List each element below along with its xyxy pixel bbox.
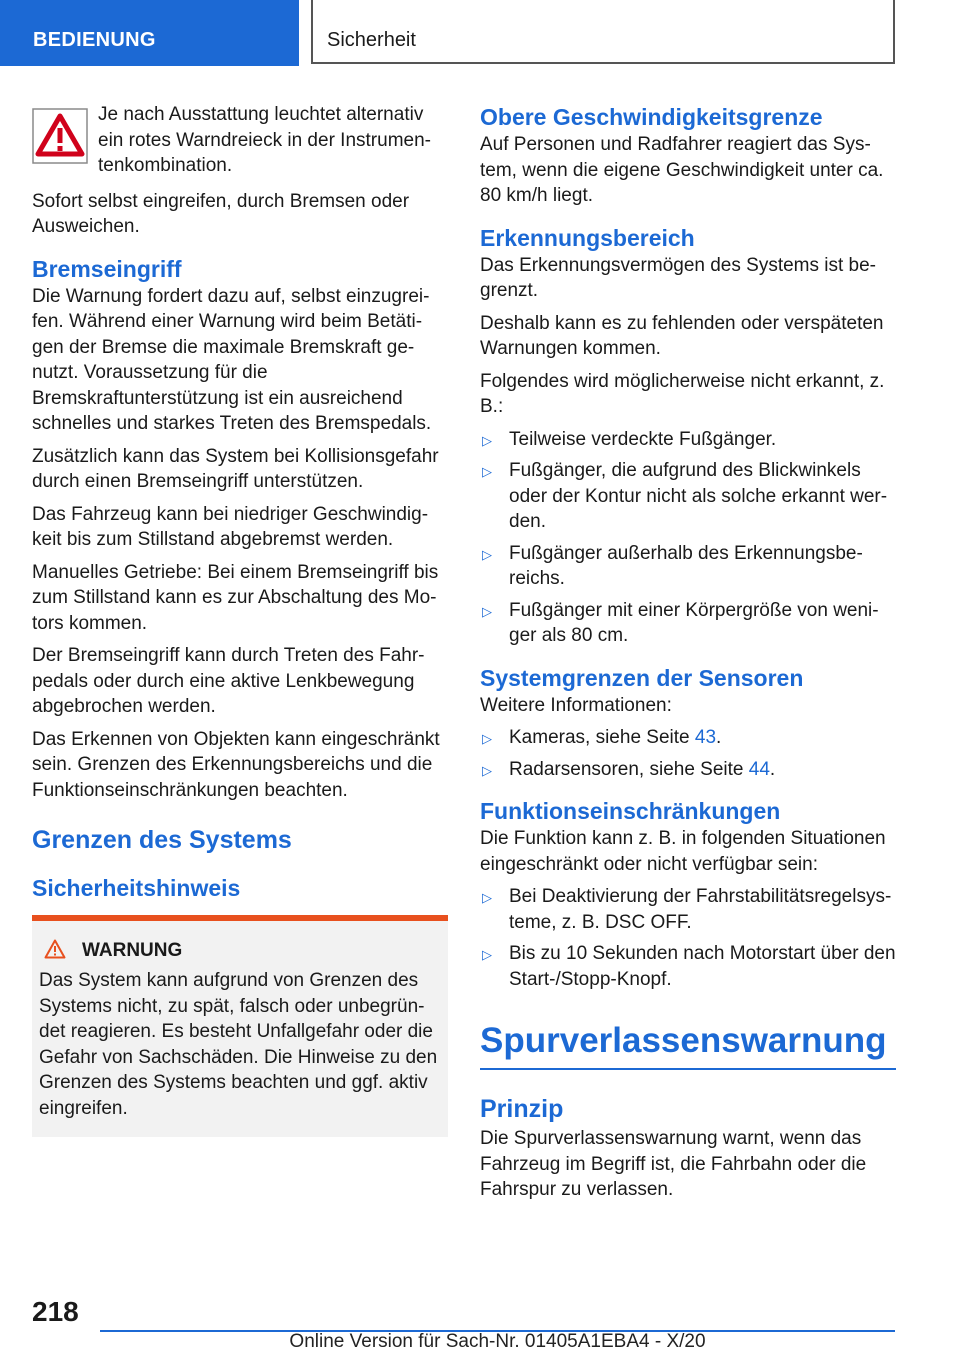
paragraph: Weitere Informationen: <box>480 694 672 716</box>
paragraph: Folgendes wird möglicherweise nicht erkannt, z. B.: <box>480 370 885 417</box>
chapter-heading-rule <box>480 1018 896 1070</box>
list-item-text: Fußgänger mit einer Körpergröße von weni-ger als 80 cm. <box>509 599 879 646</box>
heading-funktionseinschraenkungen: Funktionseinschränkungen <box>480 798 781 824</box>
bullet-triangle-icon: ▷ <box>482 947 492 962</box>
list-item: ▷ Kameras, siehe Seite 43. <box>480 725 896 751</box>
heading-spurverlassenswarnung: Spurverlassenswarnung <box>480 1021 887 1060</box>
footer-text: Online Version für Sach-Nr. 01405A1EBA4 - X/20 <box>289 1331 706 1352</box>
right-column <box>480 102 896 1210</box>
paragraph: Die Spurverlassenswarnung warnt, wenn das Fahrzeug im Begriff ist, die Fahrbahn oder die Fahrspur zu verlassen. <box>480 1128 867 1200</box>
warning-triangle-icon <box>32 108 88 164</box>
list-item <box>480 941 896 992</box>
heading-erkennungsbereich: Erkennungsbereich <box>480 224 695 251</box>
list-item <box>480 541 896 592</box>
left-column <box>32 102 448 1137</box>
heading-systemgrenzen-sensoren: Systemgrenzen der Sensoren <box>480 664 804 691</box>
page-link-43[interactable]: 43 <box>694 727 717 748</box>
page-header <box>0 0 960 66</box>
bullet-triangle-icon: ▷ <box>482 603 492 619</box>
paragraph: Das Fahrzeug kann bei niedriger Geschwindig-keit bis zum Stillstand abgebremst werden. <box>32 503 429 550</box>
list-item-text: Kameras, siehe Seite <box>509 727 695 748</box>
paragraph: Der Bremseingriff kann durch Treten des Fahr-pedals oder durch eine aktive Lenkbewegung abgebrochen werden. <box>32 645 425 717</box>
bullet-triangle-icon: ▷ <box>482 546 492 562</box>
list-item-text: Bis zu 10 Sekunden nach Motorstart über den Start-/Stopp-Knopf. <box>509 943 896 990</box>
paragraph: Zusätzlich kann das System bei Kollisionsgefahr durch einen Bremseingriff unterstützen. <box>32 445 439 492</box>
heading-prinzip: Prinzip <box>480 1095 564 1123</box>
bullet-triangle-icon: ▷ <box>482 464 492 479</box>
paragraph: Die Warnung fordert dazu auf, selbst einzugrei-fen. Während einer Warnung wird beim Betäti-gen der Bremse die maximale Bremskraft ge-nutzt. Voraussetzung für die Bremskraftunterstützung ist ein ausreichend schnelles und starkes Treten des Bremspedals. <box>32 285 432 434</box>
list-item <box>480 458 896 535</box>
chapter-label: Sicherheit <box>311 0 895 64</box>
heading-sicherheitshinweis: Sicherheitshinweis <box>32 875 241 901</box>
paragraph: Die Funktion kann z. B. in folgenden Situationen eingeschränkt oder nicht verfügbar sein: <box>480 828 886 875</box>
warning-box <box>32 915 448 1137</box>
bullet-triangle-icon: ▷ <box>482 731 492 746</box>
note-text: Je nach Ausstattung leuchtet alternativ ein rotes Warndreieck in der Instrumen-tenkombination. <box>98 104 431 176</box>
paragraph: Auf Personen und Radfahrer reagiert das Sys-tem, wenn die eigene Geschwindigkeit unter ca. 80 km/h liegt. <box>480 134 884 206</box>
paragraph: Das Erkennen von Objekten kann eingeschränkt sein. Grenzen des Erkennungsbereichs und die Funktionseinschränkungen beachten. <box>32 728 440 801</box>
list-item <box>480 884 896 935</box>
heading-obere-geschwindigkeitsgrenze: Obere Geschwindigkeitsgrenze <box>480 104 823 130</box>
list-item-text: Fußgänger, die aufgrund des Blickwinkels oder der Kontur nicht als solche erkannt wer-den. <box>509 460 888 532</box>
list-item-text: Fußgänger außerhalb des Erkennungsbe-reichs. <box>509 542 863 589</box>
paragraph: Manuelles Getriebe: Bei einem Bremseingriff bis zum Stillstand kann es zur Abschaltung des Mo-tors kommen. <box>32 561 439 634</box>
warning-text: Das System kann aufgrund von Grenzen des Systems nicht, zu spät, falsch oder unbegrün-det reagieren. Es besteht Unfallgefahr oder die Gefahr von Sachschäden. Die Hinweise zu den Grenzen des Systems beachten und ggf. aktiv eingreifen. <box>39 970 438 1119</box>
paragraph: Das Erkennungsvermögen des Systems ist be-grenzt. <box>480 254 877 301</box>
bullet-triangle-icon: ▷ <box>482 890 492 905</box>
warning-icon <box>44 939 66 959</box>
heading-grenzen: Grenzen des Systems <box>32 826 292 854</box>
paragraph: Sofort selbst eingreifen, durch Bremsen oder Ausweichen. <box>32 190 410 237</box>
bullet-triangle-icon: ▷ <box>482 762 492 778</box>
list-item <box>480 427 896 453</box>
list-item-text: Bei Deaktivierung der Fahrstabilitätsregelsys-teme, z. B. DSC OFF. <box>509 886 892 933</box>
warning-title <box>39 939 440 962</box>
bullet-triangle-icon: ▷ <box>482 432 492 448</box>
alert-note <box>32 102 448 179</box>
heading-bremseingriff: Bremseingriff <box>32 255 182 282</box>
warning-title-text: WARNUNG <box>82 940 183 961</box>
paragraph: Deshalb kann es zu fehlenden oder verspäteten Warnungen kommen. <box>480 312 884 359</box>
list-funktion <box>480 884 896 992</box>
list-item-text: Radarsensoren, siehe Seite <box>509 758 749 780</box>
list-item <box>480 598 896 649</box>
page-link-44[interactable]: 44 <box>748 758 770 780</box>
list-item-text: Teilweise verdeckte Fußgänger. <box>509 428 777 450</box>
page-number: 218 <box>32 1296 79 1327</box>
section-label: BEDIENUNG <box>0 0 299 66</box>
list-sensoren <box>480 725 896 782</box>
list-erkennung <box>480 427 896 649</box>
list-item: ▷ Radarsensoren, siehe Seite 44. <box>480 757 896 783</box>
